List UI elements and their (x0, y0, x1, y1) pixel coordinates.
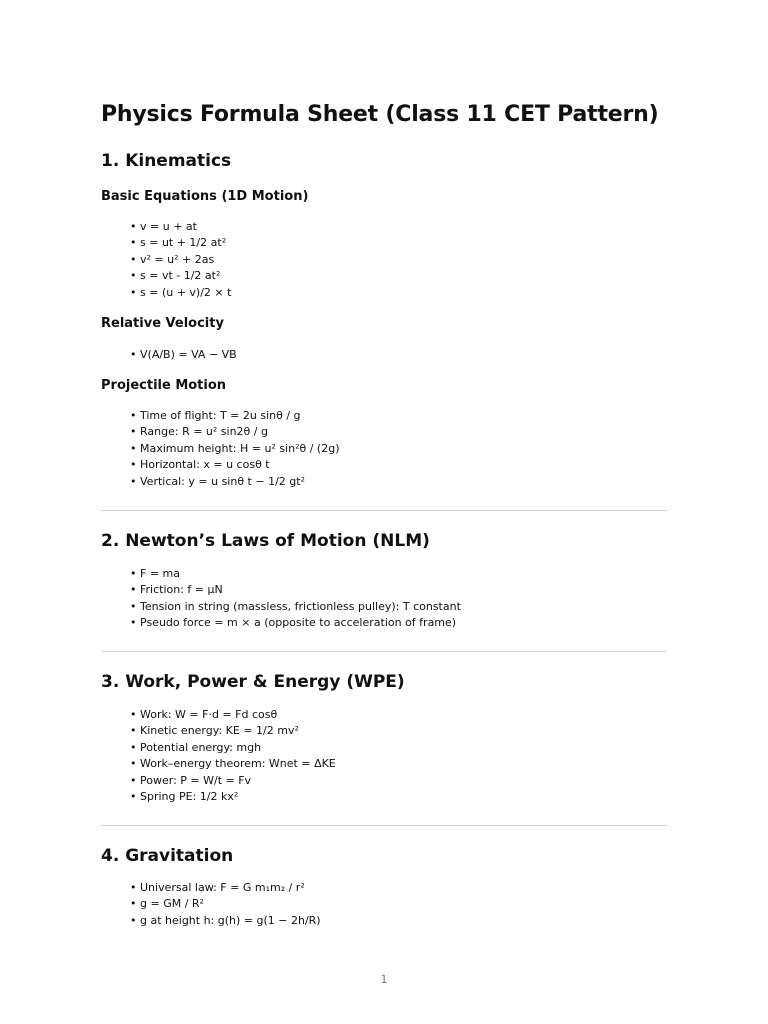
list-item: • Work: W = F·d = Fd cosθ (130, 707, 336, 723)
list-projectile-motion (130, 408, 339, 490)
list-item: • Universal law: F = G m₁m₂ / r² (130, 880, 321, 896)
section-divider (101, 825, 667, 826)
list-item: • s = ut + 1/2 at² (130, 235, 231, 251)
subheading-relative-velocity: Relative Velocity (101, 316, 224, 331)
section-heading-kinematics: 1. Kinematics (101, 151, 232, 171)
section-heading-gravitation: 4. Gravitation (101, 846, 234, 866)
section-heading-nlm: 2. Newton’s Laws of Motion (NLM) (101, 531, 430, 551)
list-item: • Tension in string (massless, frictionless pulley): T constant (130, 599, 461, 615)
list-item: • Spring PE: 1/2 kx² (130, 789, 336, 805)
section-heading-wpe: 3. Work, Power & Energy (WPE) (101, 672, 405, 692)
list-relative-velocity (130, 347, 237, 363)
list-item: • g = GM / R² (130, 896, 321, 912)
list-basic-equations (130, 219, 231, 301)
list-item: • g at height h: g(h) = g(1 − 2h/R) (130, 913, 321, 929)
list-gravitation (130, 880, 321, 929)
list-wpe (130, 707, 336, 805)
list-item: • v² = u² + 2as (130, 252, 231, 268)
list-item: • V(A/B) = VA − VB (130, 347, 237, 363)
list-item: • Horizontal: x = u cosθ t (130, 457, 339, 473)
list-item: • Friction: f = μN (130, 582, 461, 598)
list-item: • Maximum height: H = u² sin²θ / (2g) (130, 441, 339, 457)
list-item: • s = (u + v)/2 × t (130, 285, 231, 301)
section-divider (101, 651, 667, 652)
list-item: • Pseudo force = m × a (opposite to acceleration of frame) (130, 615, 461, 631)
page-number: 1 (380, 973, 388, 986)
document-title: Physics Formula Sheet (Class 11 CET Pattern) (101, 102, 659, 127)
list-item: • Time of flight: T = 2u sinθ / g (130, 408, 339, 424)
list-item: • Potential energy: mgh (130, 740, 336, 756)
list-item: • s = vt - 1/2 at² (130, 268, 231, 284)
section-divider (101, 510, 667, 511)
list-item: • Range: R = u² sin2θ / g (130, 424, 339, 440)
list-item: • Kinetic energy: KE = 1/2 mv² (130, 723, 336, 739)
list-item: • F = ma (130, 566, 461, 582)
list-item: • Vertical: y = u sinθ t − 1/2 gt² (130, 474, 339, 490)
list-nlm (130, 566, 461, 632)
list-item: • Power: P = W/t = Fv (130, 773, 336, 789)
list-item: • v = u + at (130, 219, 231, 235)
list-item: • Work–energy theorem: Wnet = ΔKE (130, 756, 336, 772)
subheading-projectile-motion: Projectile Motion (101, 378, 227, 393)
subheading-basic-equations: Basic Equations (1D Motion) (101, 189, 309, 204)
